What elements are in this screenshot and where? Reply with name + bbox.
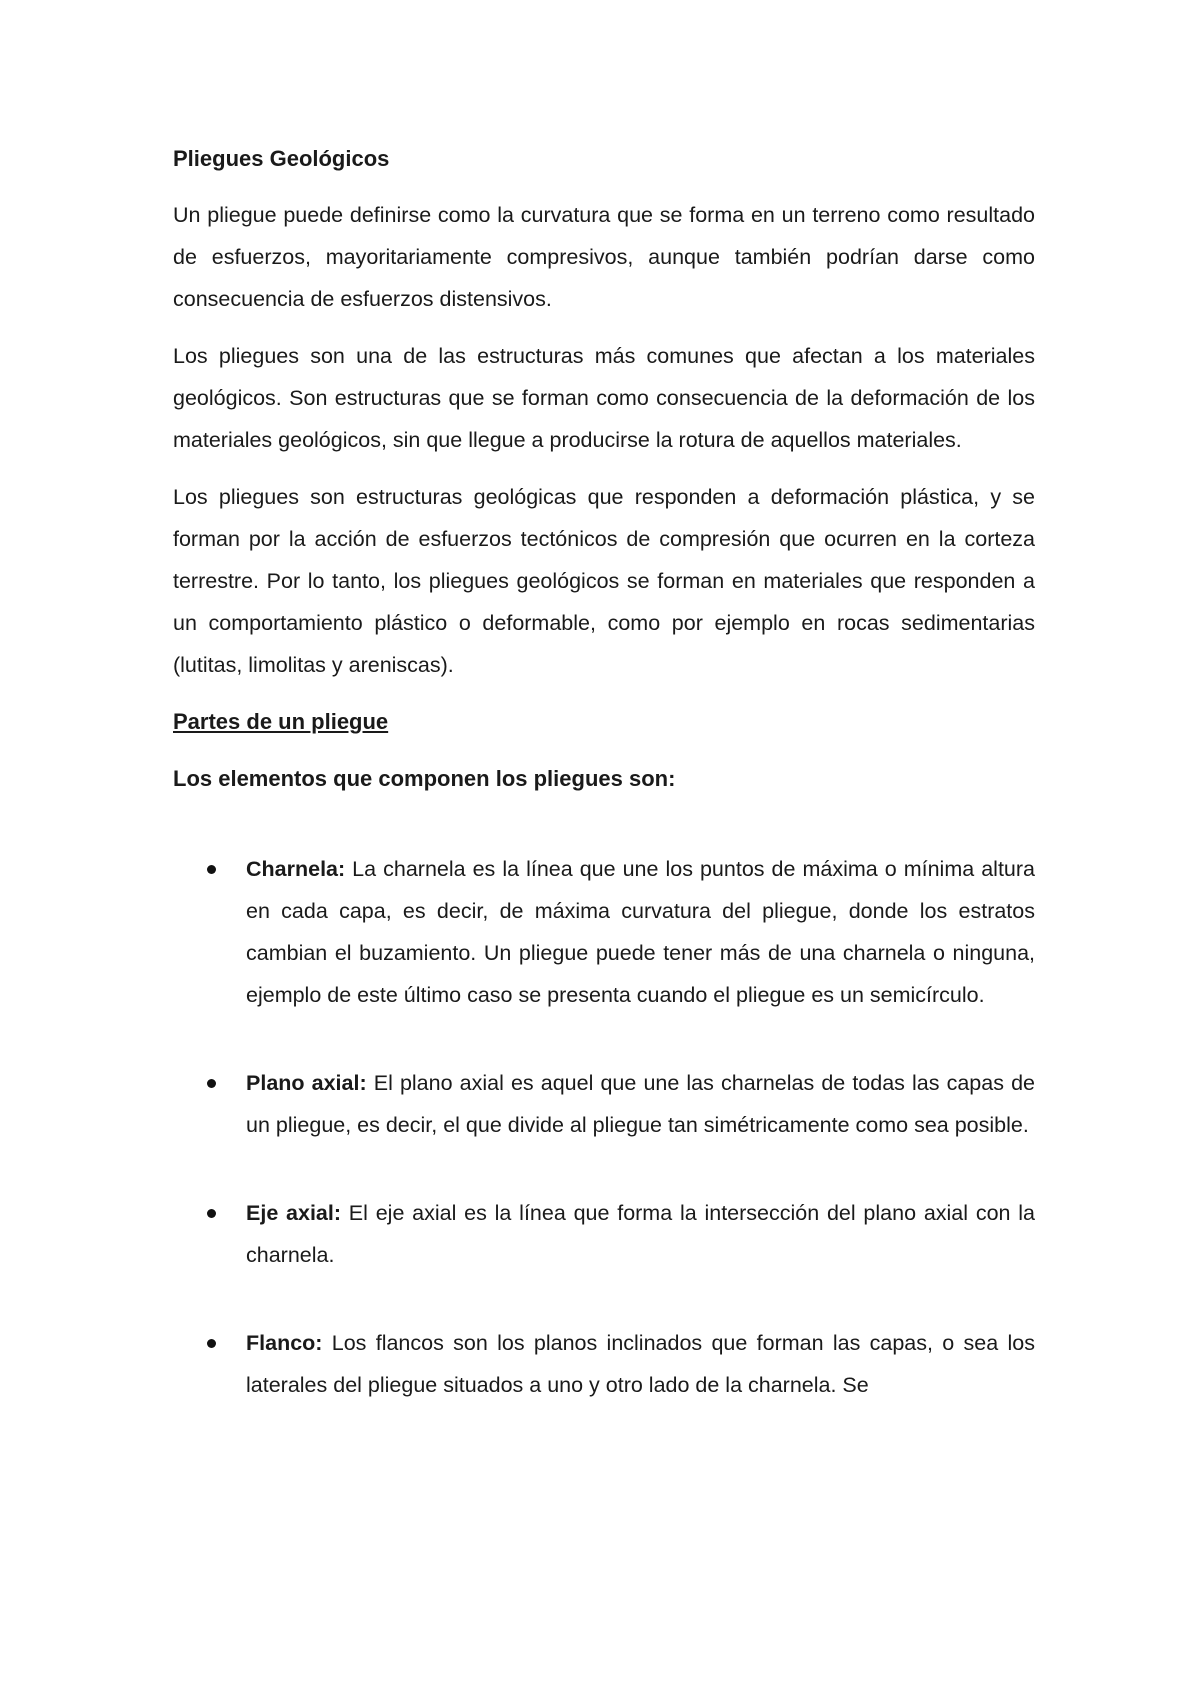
paragraph-structures: Los pliegues son una de las estructuras más comunes que afectan a los materiales geológicos. Son estructuras que se forman como consecuencia de la deformación de los materiales geológicos, sin que llegue a producirse la rotura de aquellos materiales. — [173, 344, 1035, 452]
term-label: Plano axial: — [246, 1071, 367, 1095]
term-description: El plano axial es aquel que une las charnelas de todas las capas de un pliegue, es decir, el que divide al pliegue tan simétricamente como sea posible. — [246, 1071, 1035, 1137]
list-item-charnela — [173, 848, 1035, 1016]
list-item-flanco — [173, 1322, 1035, 1406]
section-title-parts: Partes de un pliegue — [173, 709, 389, 734]
list-item-plano-axial — [173, 1062, 1035, 1146]
term-description: Los flancos son los planos inclinados que forman las capas, o sea los laterales del pliegue situados a uno y otro lado de la charnela. Se — [246, 1331, 1035, 1397]
document-title: Pliegues Geológicos — [173, 146, 390, 171]
term-description: La charnela es la línea que une los puntos de máxima o mínima altura en cada capa, es decir, de máxima curvatura del pliegue, donde los estratos cambian el buzamiento. Un pliegue puede tener más de una charnela o ninguna, ejemplo de este último caso se presenta cuando el pliegue es un semicírculo. — [246, 857, 1035, 1007]
bullet-icon — [207, 865, 216, 874]
term-label: Eje axial: — [246, 1201, 342, 1225]
paragraph-definition: Un pliegue puede definirse como la curvatura que se forma en un terreno como resultado de esfuerzos, mayoritariamente compresivos, aunque también podrían darse como consecuencia de esfuerzos distensivos. — [173, 203, 1035, 311]
bullet-icon — [207, 1079, 216, 1088]
bullet-icon — [207, 1209, 216, 1218]
term-label: Flanco: — [246, 1331, 323, 1355]
paragraph-plastic-deformation: Los pliegues son estructuras geológicas que responden a deformación plástica, y se forman por la acción de esfuerzos tectónicos de compresión que ocurren en la corteza terrestre. Por lo tanto, los pliegues geológicos se forman en materiales que responden a un comportamiento plástico o deformable, como por ejemplo en rocas sedimentarias (lutitas, limolitas y areniscas). — [173, 485, 1035, 677]
elements-list — [173, 848, 1035, 1406]
document-page — [173, 138, 1035, 1452]
bullet-icon — [207, 1339, 216, 1348]
term-label: Charnela: — [246, 857, 346, 881]
list-item-eje-axial — [173, 1192, 1035, 1276]
term-description: El eje axial es la línea que forma la intersección del plano axial con la charnela. — [246, 1201, 1035, 1267]
elements-lead: Los elementos que componen los pliegues son: — [173, 766, 676, 791]
